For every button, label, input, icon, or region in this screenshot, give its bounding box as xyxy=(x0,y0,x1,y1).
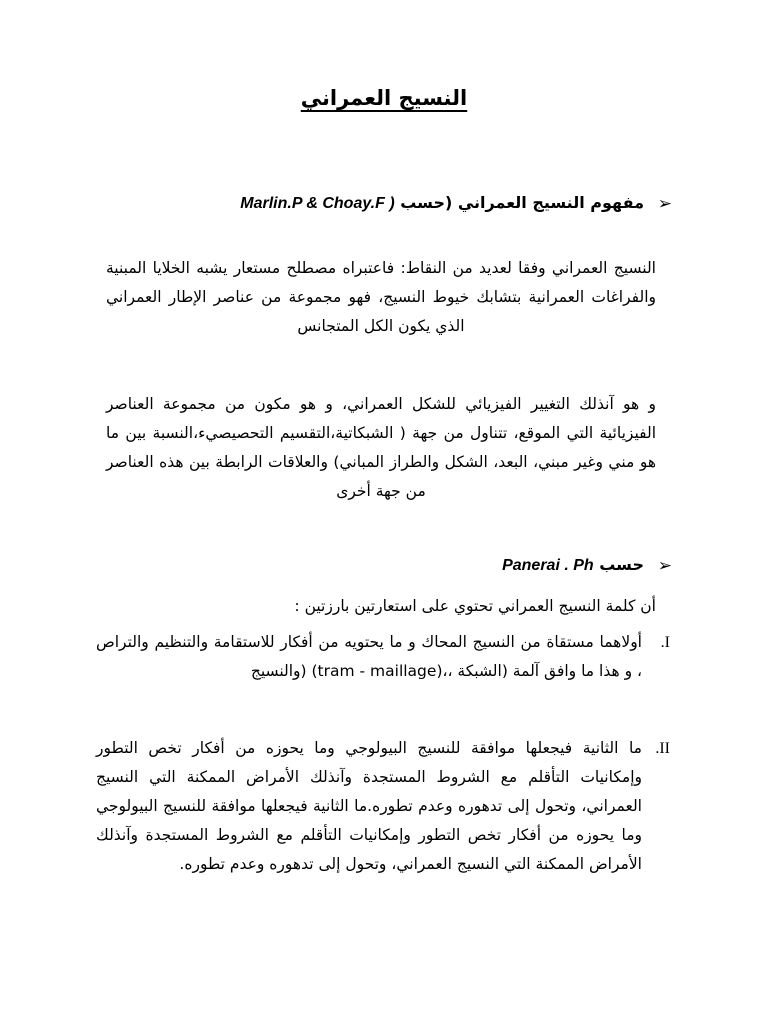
section2-heading-author: Panerai . Ph xyxy=(502,557,594,574)
section1-heading xyxy=(240,193,644,213)
list-item-text: أولاهما مستقاة من النسيج المحاك و ما يحتويه من أفكار للاستقامة والتنظيم والتراص ، و هذا ما وافق آلمة (الشبكة ،،(tram - maillage) (والنسيج xyxy=(96,633,642,680)
list-item-text: ما الثانية فيجعلها موافقة للنسيج البيولوجي وما يحوزه من أفكار تخص التطور وإمكانيات التأقلم مع الشروط المستجدة وآنذلك الأمراض الممكنة التي النسيج العمراني، وتحول إلى تدهوره وعدم تطوره.ما الثانية فيجعلها موافقة للنسيج البيولوجي وما يحوزه من أفكار تخص التطور وإمكانيات التأقلم مع الشروط المستجدة وآنذلك الأمراض الممكنة التي النسيج العمراني، وتحول إلى تدهوره وعدم تطوره. xyxy=(96,739,642,873)
list-item xyxy=(96,734,670,879)
section1-paragraph-physical: و هو آنذلك التغيير الفيزيائي للشكل العمراني، و هو مكون من مجموعة العناصر الفيزيائية التي الموقع، تتناول من جهة ( الشبكاتية،التقسيم التحصيصيء،النسبة بين ما هو مني وغير مبني، البعد، الشكل والطراز المباني) والعلاقات الرابطة بين هذه العناصر من جهة أخرى xyxy=(106,395,656,500)
list-item xyxy=(96,628,670,686)
list-item-number: I. xyxy=(660,634,670,651)
section1-heading-text: مفهوم النسيج العمراني (حسب xyxy=(394,193,644,212)
list-item-number: II. xyxy=(655,740,670,757)
section1-heading-authors: Marlin.P & Choay.F ) xyxy=(240,195,395,212)
section1-paragraph-definition: النسيج العمراني وفقا لعديد من النقاط: فاعتبراه مصطلح مستعار يشبه الخلايا المبنية والفراغات العمرانية بتشابك خيوط النسيج، فهو مجموعة من عناصر الإطار العمراني الذي يكون الكل المتجانس xyxy=(106,259,656,335)
arrow-bullet-icon: ➢ xyxy=(657,194,672,214)
section2-intro: أن كلمة النسيج العمراني تحتوي على استعارتين بارزتين : xyxy=(294,597,656,615)
section2-heading-text: حسب xyxy=(593,555,644,574)
arrow-bullet-icon: ➢ xyxy=(657,556,672,576)
section2-heading xyxy=(502,555,644,575)
page-title: النسيج العمراني xyxy=(300,86,468,110)
